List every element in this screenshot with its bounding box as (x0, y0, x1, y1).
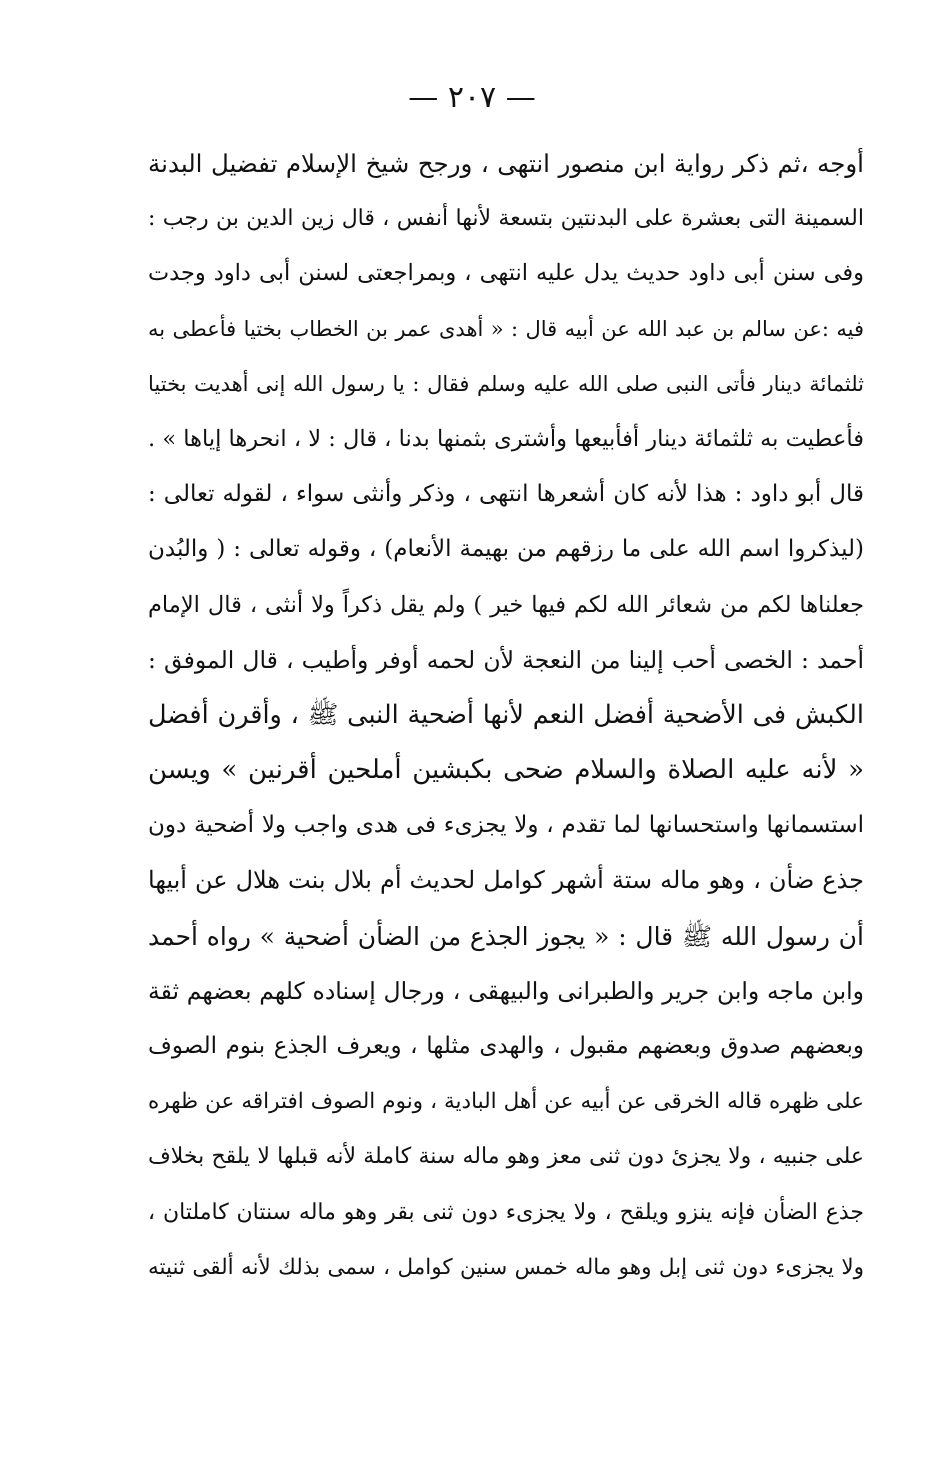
text-line: جذع ضأن ، وهو ماله ستة أشهر كوامل لحديث أم بلال بنت هلال عن أبيها (148, 866, 864, 895)
text-line: جذع الضأن فإنه ينزو ويلقح ، ولا يجزىء دون ثنى بقر وهو ماله سنتان كاملتان ، (148, 1199, 864, 1225)
text-line: الكبش فى الأضحية أفضل النعم لأنها أضحية النبى ﷺ ، وأقرن أفضل (148, 699, 864, 730)
text-line: أحمد : الخصى أحب إلينا من النعجة لأن لحمه أوفر وأطيب ، قال الموفق : (148, 645, 864, 674)
text-line: « لأنه عليه الصلاة والسلام ضحى بكبشين أملحين أقرنين » ويسن (148, 755, 864, 786)
text-line: السمينة التى بعشرة على البدنتين بتسعة لأنها أنفس ، قال زين الدين بن رجب : (148, 206, 864, 232)
text-line: فأعطيت به ثلثمائة دينار أفأبيعها وأشترى بثمنها بدنا ، قال : لا ، انحرها إياها » . (148, 425, 864, 452)
page-number: — ٢٠٧ — (408, 80, 536, 115)
text-line: وبعضهم صدوق وبعضهم مقبول ، والهدى مثلها ، ويعرف الجذع بنوم الصوف (148, 1033, 864, 1059)
text-line: على جنبيه ، ولا يجزئ دون ثنى معز وهو ماله سنة كاملة لأنه قبلها لا يلقح بخلاف (148, 1144, 864, 1170)
text-line: (ليذكروا اسم الله على ما رزقهم من بهيمة الأنعام) ، وقوله تعالى : ( والبُدن (148, 536, 864, 563)
text-line: أوجه ،ثم ذكر رواية ابن منصور انتهى ، ورجح شيخ الإسلام تفضيل البدنة (148, 149, 864, 178)
text-line: فيه :عن سالم بن عبد الله عن أبيه قال : « أهدى عمر بن الخطاب بختيا فأعطى به (148, 316, 864, 341)
text-line: وابن ماجه وابن جرير والطبرانى والبيهقى ، ورجال إسناده كلهم بعضهم ثقة (148, 976, 864, 1005)
body-text (148, 136, 864, 1295)
text-line: جعلناها لكم من شعائر الله لكم فيها خير ) ولم يقل ذكراً ولا أنثى ، قال الإمام (148, 591, 864, 618)
text-line: استسمانها واستحسانها لما تقدم ، ولا يجزىء فى هدى واجب ولا أضحية دون (148, 812, 864, 839)
text-line: قال أبو داود : هذا لأنه كان أشعرها انتهى ، وذكر وأنثى سواء ، لقوله تعالى : (148, 481, 864, 508)
text-line: ولا يجزىء دون ثنى إبل وهو ماله خمس سنين كوامل ، سمى بذلك لأنه ألقى ثنيته (148, 1254, 864, 1280)
text-line: أن رسول الله ﷺ قال : « يجوز الجذع من الضأن أضحية » رواه أحمد (148, 921, 864, 951)
text-line: وفى سنن أبى داود حديث يدل عليه انتهى ، وبمراجعتى لسنن أبى داود وجدت (148, 260, 864, 287)
text-line: على ظهره قاله الخرقى عن أبيه عن أهل البادية ، ونوم الصوف افتراقه عن ظهره (148, 1089, 864, 1115)
text-line: ثلثمائة دينار فأتى النبى صلى الله عليه وسلم فقال : يا رسول الله إنى أهديت بختيا (148, 371, 864, 396)
